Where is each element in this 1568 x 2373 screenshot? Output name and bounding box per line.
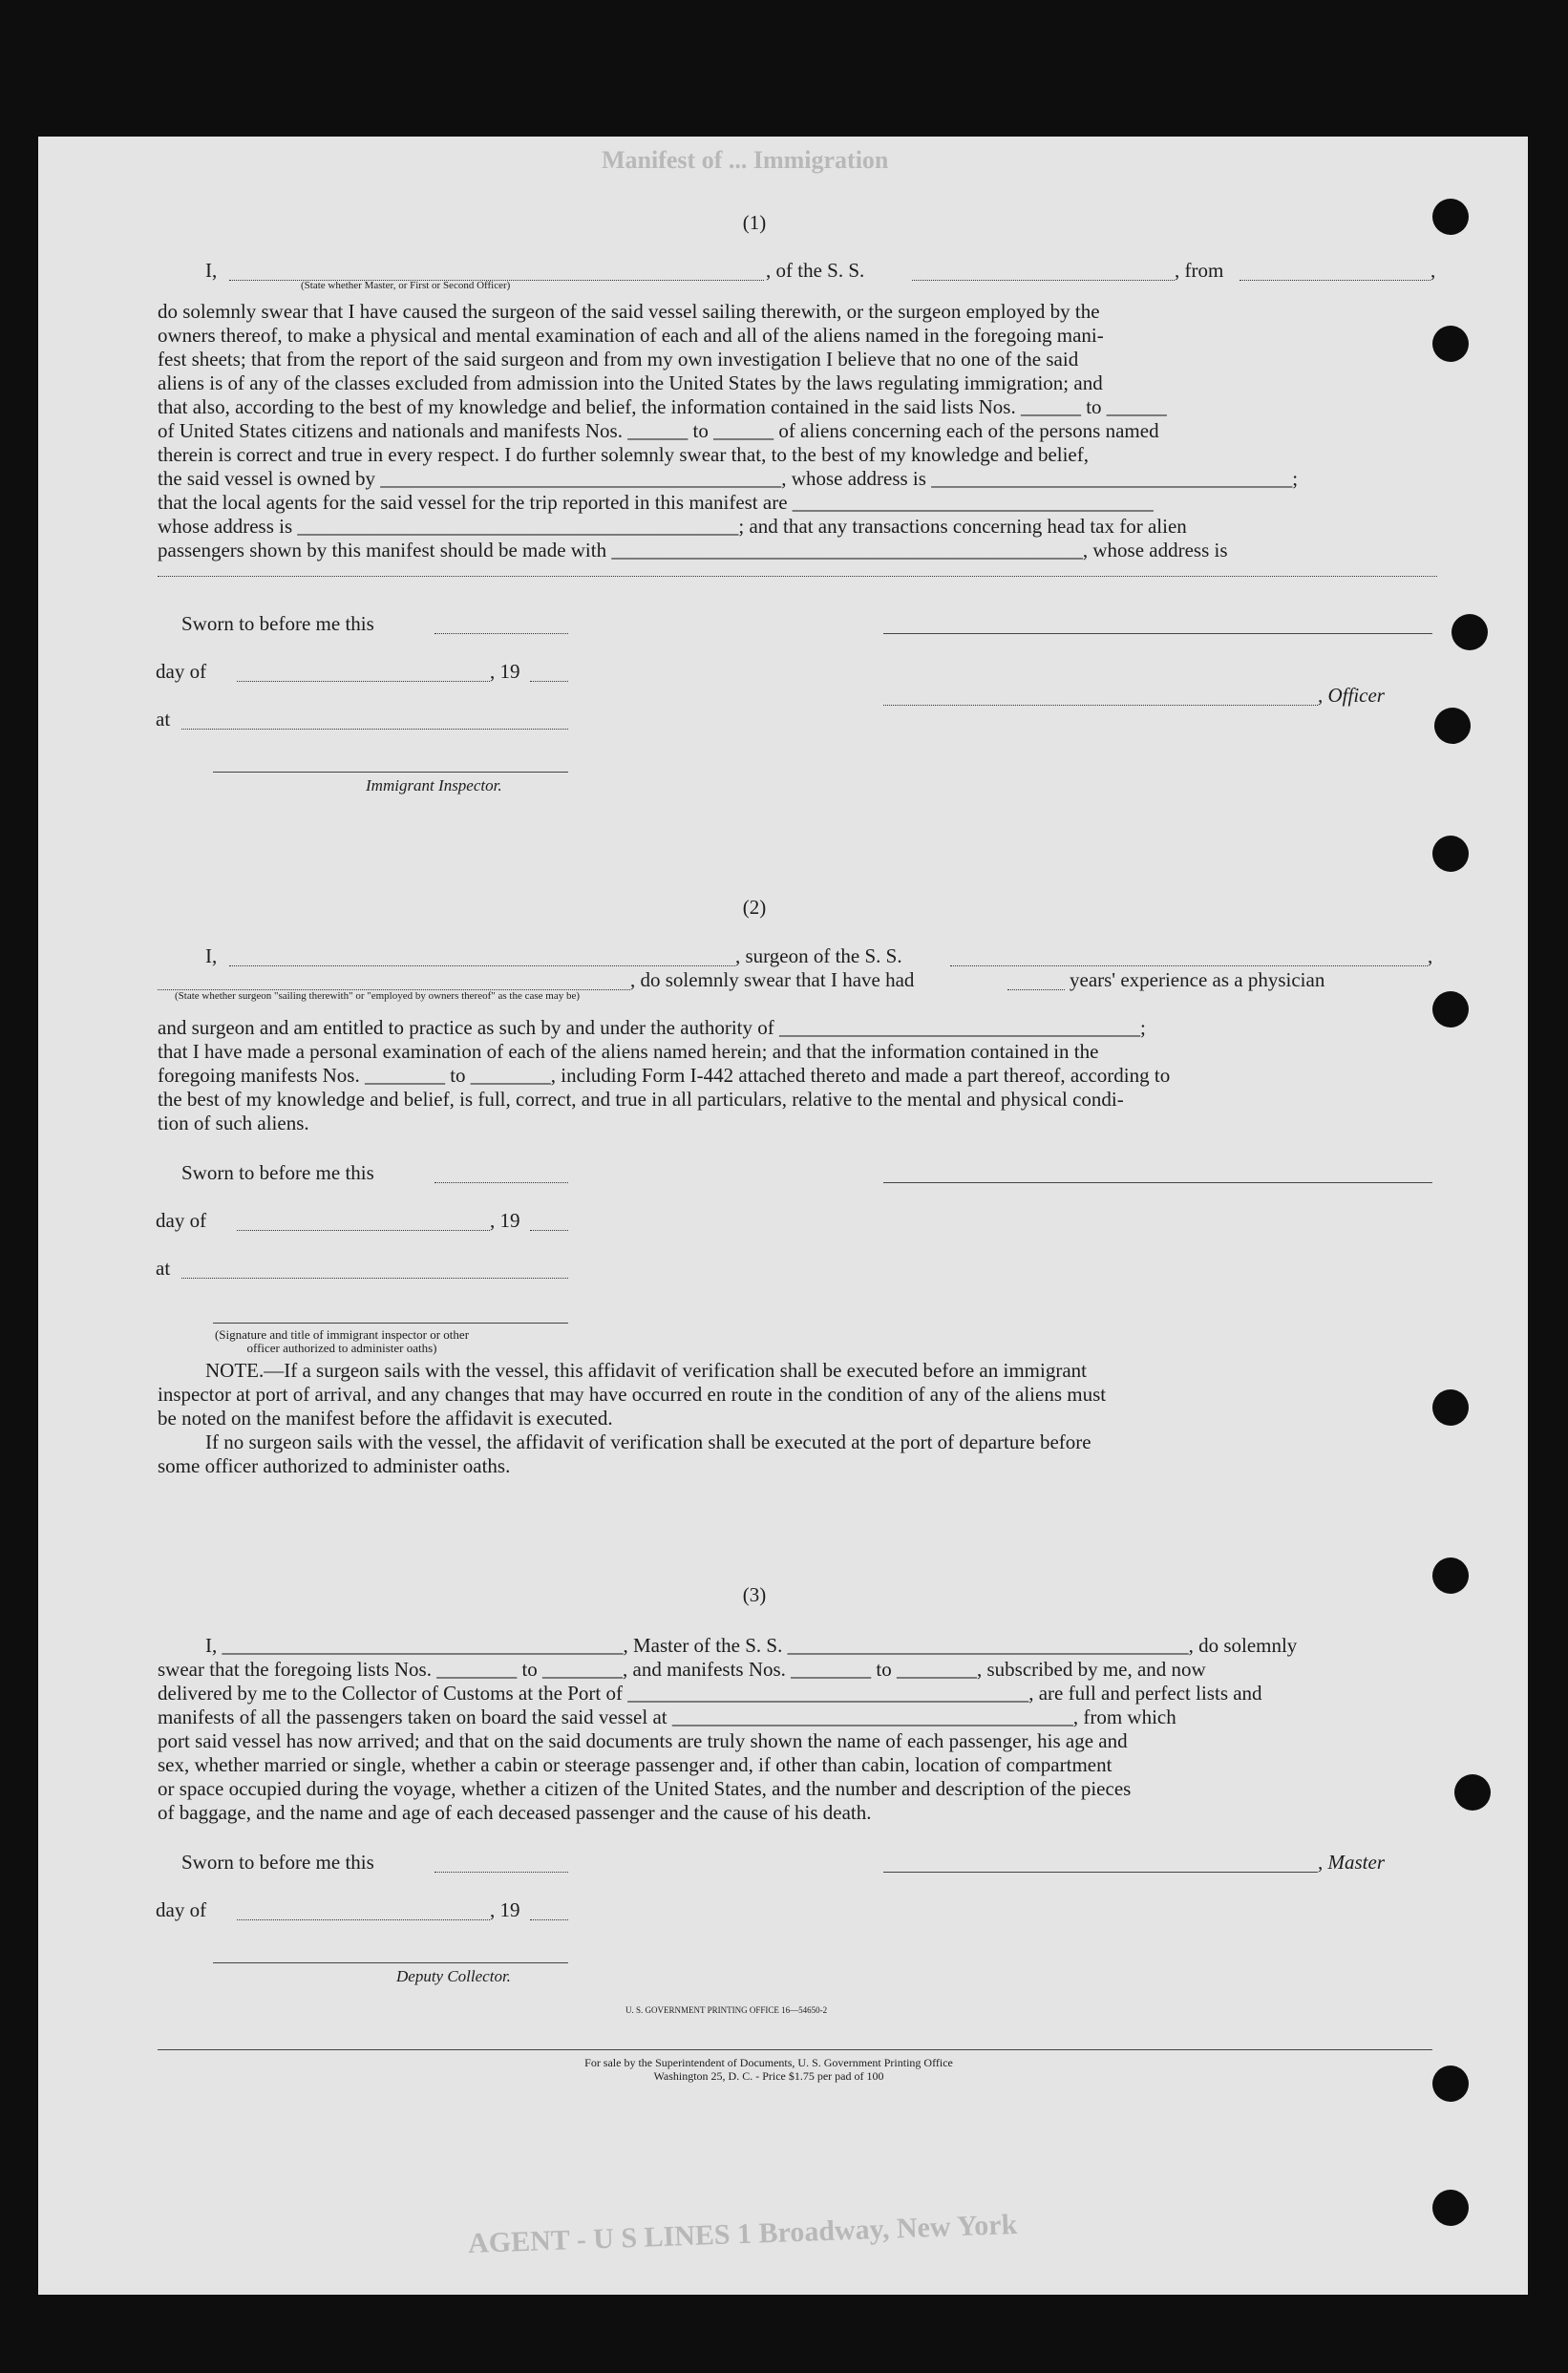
day-of-label: day of	[156, 660, 207, 683]
surgeon-signature-line[interactable]	[883, 1182, 1432, 1183]
inspector-signature-line[interactable]	[213, 772, 568, 773]
binder-hole	[1432, 836, 1469, 872]
sworn-date-field-2[interactable]	[434, 1182, 568, 1183]
from-label: , from	[1175, 259, 1224, 282]
binder-hole	[1432, 199, 1469, 235]
binder-hole	[1432, 991, 1469, 1028]
year-field-3[interactable]	[530, 1919, 568, 1920]
passengers-line-end	[158, 576, 1437, 577]
day-field-2[interactable]	[237, 1230, 490, 1231]
deputy-collector-label: Deputy Collector.	[396, 1967, 511, 1985]
at-field[interactable]	[181, 729, 568, 730]
year-label-2: , 19	[490, 1209, 520, 1232]
immigrant-inspector-label: Immigrant Inspector.	[366, 776, 502, 795]
binder-hole	[1432, 2066, 1469, 2102]
section-1-number: (1)	[742, 211, 767, 234]
binder-hole	[1432, 2190, 1469, 2226]
sale-notice-line-1: For sale by the Superintendent of Documents, U. S. Government Printing Office	[584, 2056, 953, 2069]
binder-hole	[1432, 1557, 1469, 1594]
sworn-label: Sworn to before me this	[181, 612, 374, 635]
years-field[interactable]	[1007, 989, 1065, 990]
binder-hole	[1451, 614, 1488, 650]
footer-rule	[158, 2049, 1432, 2050]
officer-signature-field[interactable]	[883, 705, 1318, 706]
of-ss-label: , of the S. S.	[766, 259, 865, 282]
comma: ,	[1430, 259, 1436, 282]
at-label-2: at	[156, 1257, 171, 1280]
binder-hole	[1432, 326, 1469, 362]
surgeon-ship-field[interactable]	[950, 965, 1428, 966]
year-label-3: , 19	[490, 1898, 520, 1921]
master-signature-line[interactable]	[883, 1872, 1318, 1873]
section-2-number: (2)	[742, 896, 767, 919]
sworn-label-3: Sworn to before me this	[181, 1851, 374, 1874]
bleed-through-header: Manifest of ... Immigration	[602, 146, 889, 174]
at-label: at	[156, 708, 171, 731]
sale-notice-line-2: Washington 25, D. C. - Price $1.75 per pad of 100	[653, 2069, 884, 2083]
master-label: , Master	[1318, 1851, 1385, 1874]
surgeon-type-note: (State whether surgeon "sailing therewith" or "employed by owners thereof" as the case may be)	[175, 990, 581, 1002]
year-field[interactable]	[530, 681, 568, 682]
administering-officer-line[interactable]	[213, 1323, 568, 1324]
section-3-oath-text: I, ________________________________________, Master of the S. S. ________________________________________, do solemnly swear that the foregoing lists Nos. ________ to ________, and manifests Nos. ________ to ________, subscribed by me, and now delivered by me to the Collector of Customs at the Port of ________________________________________, are full and perfect lists and manifests of all the passengers taken on board the said vessel at ________________________________________, from which port said vessel has now arrived; and that on the said documents are truly shown the name of each passenger, his age and sex, whether married or single, whether a cabin or steerage passenger and, if other than cabin, location of compartment or space occupied during the voyage, whether a citizen of the United States, and the number and description of the pieces of baggage, and the name and age of each deceased passenger and the cause of his death.	[158, 1634, 1298, 1824]
binder-hole	[1454, 1774, 1491, 1811]
day-field[interactable]	[237, 681, 490, 682]
year-label: , 19	[490, 660, 520, 683]
sworn-date-field[interactable]	[434, 633, 568, 634]
year-field-2[interactable]	[530, 1230, 568, 1231]
day-field-3[interactable]	[237, 1919, 490, 1920]
sworn-label-2: Sworn to before me this	[181, 1161, 374, 1184]
deputy-collector-line[interactable]	[213, 1962, 568, 1963]
agent-stamp-bleed-through: AGENT - U S LINES 1 Broadway, New York	[467, 2208, 1018, 2260]
years-label: years' experience as a physician	[1070, 968, 1325, 991]
officer-label: , Officer	[1318, 684, 1385, 707]
form-sheet	[38, 137, 1528, 2295]
section-2-note: NOTE.—If a surgeon sails with the vessel, this affidavit of verification shall be executed before an immigrant inspector at port of arrival, and any changes that may have occurred en route in the condition of any of the aliens must be noted on the manifest before the affidavit is executed. If no surgeon sails with the vessel, the affidavit of verification shall be executed at the port of departure before some officer authorized to administer oaths.	[158, 1359, 1107, 1477]
day-of-label-3: day of	[156, 1898, 207, 1921]
surgeon-name-field[interactable]	[229, 965, 735, 966]
swear-label: , do solemnly swear that I have had	[630, 968, 915, 991]
section-3-number: (3)	[742, 1583, 767, 1606]
comma-2: ,	[1428, 944, 1433, 967]
ship-name-field[interactable]	[912, 280, 1175, 281]
administering-officer-note: (Signature and title of immigrant inspector or other officer authorized to administer oaths)	[214, 1327, 470, 1355]
sworn-date-field-3[interactable]	[434, 1872, 568, 1873]
signature-line[interactable]	[883, 633, 1432, 634]
binder-hole	[1434, 708, 1471, 744]
from-port-field[interactable]	[1240, 280, 1430, 281]
section-1-i: I,	[205, 259, 218, 282]
binder-hole	[1432, 1389, 1469, 1426]
section-2-oath-text: and surgeon and am entitled to practice as such by and under the authority of ____________________________________; that I have made a personal examination of each of the aliens named herein; and that the information contained in the foregoing manifests Nos. ________ to ________, including Form I-442 attached thereto and made a part thereof, according to the best of my knowledge and belief, is full, correct, and true in all particulars, relative to the mental and physical condi- tion of such aliens.	[158, 1016, 1171, 1134]
state-officer-note: (State whether Master, or First or Second Officer)	[301, 280, 511, 291]
section-2-i: I,	[205, 944, 218, 967]
note-label: NOTE.	[205, 1359, 265, 1382]
section-1-oath-text: do solemnly swear that I have caused the surgeon of the said vessel sailing therewith, or the surgeon employed by the owners thereof, to make a physical and mental examination of each and all of the aliens named in the foregoing mani- fest sheets; that from the report of the said surgeon and from my own investigation I believe that no one of the said aliens is of any of the classes excluded from admission into the United States by the laws regulating immigration; and that also, according to the best of my knowledge and belief, the information contained in the said lists Nos. ______ to ______ of United States citizens and nationals and manifests Nos. ______ to ______ of aliens concerning each of the persons named therein is correct and true in every respect. I do further solemnly swear that, to the best of my knowledge and belief, the said vessel is owned by ________________________________________, whose address is ____________________________________; that the local agents for the said vessel for the trip reported in this manifest are ____________________________________ whose address is ____________________________________________; and that any transactions concerning head tax for alien passengers shown by this manifest should be made with _______________________________________________, whose address is	[158, 300, 1299, 561]
day-of-label-2: day of	[156, 1209, 207, 1232]
printing-office-imprint: U. S. GOVERNMENT PRINTING OFFICE 16—54650-2	[625, 2005, 828, 2015]
surgeon-of-label: , surgeon of the S. S.	[735, 944, 902, 967]
at-field-2[interactable]	[181, 1278, 568, 1279]
